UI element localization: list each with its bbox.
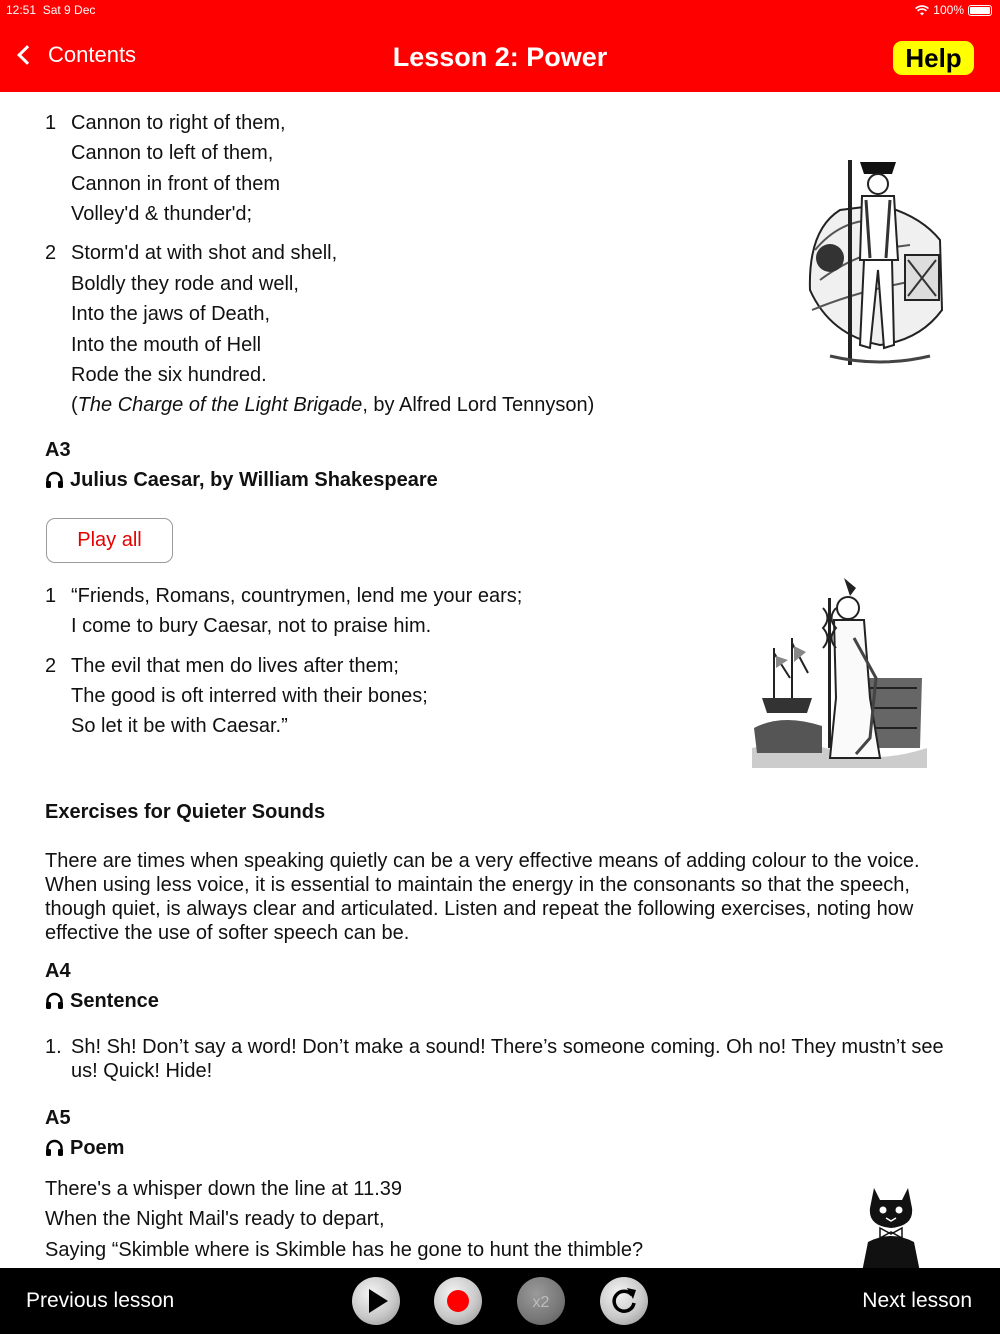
poem-line: Boldly they rode and well, (71, 273, 299, 295)
status-time (6, 3, 95, 17)
status-date: Sat 9 Dec (42, 3, 96, 17)
section-heading-a5[interactable] (45, 1136, 124, 1160)
status-bar (0, 0, 1000, 20)
speed-icon (517, 1277, 565, 1325)
stanza-number: 1 (45, 112, 57, 134)
poem-line[interactable]: When the Night Mail's ready to depart, (45, 1208, 385, 1230)
section-heading-a3[interactable] (45, 468, 438, 492)
cat-illustration (856, 1182, 926, 1268)
section-title: Poem (70, 1137, 125, 1159)
section-label-a3: A3 (45, 439, 71, 461)
sentence-text[interactable]: Sh! Sh! Don’t say a word! Don’t make a sound! There’s someone coming. Oh no! They mustn’t see us! Quick! Hide! (71, 1036, 944, 1082)
status-right (915, 3, 992, 17)
section-title: Julius Caesar, by William Shakespeare (70, 469, 438, 491)
back-label: Contents (48, 42, 137, 67)
soldier-illustration (800, 160, 950, 370)
poem-line: Cannon to left of them, (71, 142, 274, 164)
list-number: 1. (45, 1036, 62, 1058)
top-navigation-bar (0, 0, 1000, 92)
chevron-left-icon (17, 45, 37, 65)
citation-author: , by Alfred Lord Tennyson) (362, 394, 595, 416)
poem-line[interactable]: There's a whisper down the line at 11.39 (45, 1178, 402, 1200)
headphones-icon (45, 992, 64, 1010)
poem-line: Into the jaws of Death, (71, 303, 271, 325)
play-all-button[interactable]: Play all (46, 518, 173, 563)
quiet-paragraph: There are times when speaking quietly can be a very effective means of adding colour to the voice. When using less voice, it is essential to maintain the energy in the consonants so that the speech, though quiet, is always clear and articulated. Listen and repeat the following exercises, noting how effective the use of softer speech can be. (45, 850, 920, 944)
speech-line[interactable]: The good is oft interred with their bones; (71, 685, 428, 707)
previous-lesson-button[interactable]: Previous lesson (26, 1289, 175, 1312)
poem-line: Cannon in front of them (71, 173, 281, 195)
repeat-button[interactable] (600, 1277, 648, 1325)
poem-line: Rode the six hundred. (71, 364, 267, 386)
stanza-number: 2 (45, 242, 57, 264)
citation-open: ( (71, 394, 78, 416)
bottom-toolbar (0, 1268, 1000, 1334)
page-title: Lesson 2: Power (392, 42, 608, 72)
double-speed-button[interactable] (517, 1277, 565, 1325)
section-title: Sentence (70, 990, 159, 1012)
poem-line: Cannon to right of them, (71, 112, 286, 134)
record-button[interactable] (434, 1277, 482, 1325)
stanza-number: 1 (45, 585, 57, 607)
status-clock: 12:51 (6, 3, 37, 17)
poem-line[interactable]: Saying “Skimble where is Skimble has he gone to hunt the thimble? (45, 1239, 644, 1261)
section-heading-a4[interactable] (45, 989, 159, 1013)
back-to-contents-button[interactable] (14, 42, 136, 68)
headphones-icon (45, 1139, 64, 1157)
headphones-icon (45, 471, 64, 489)
battery-icon (968, 5, 992, 16)
quiet-heading: Exercises for Quieter Sounds (45, 801, 326, 823)
play-icon (352, 1277, 400, 1325)
poem-line: Into the mouth of Hell (71, 334, 262, 356)
next-lesson-button[interactable]: Next lesson (862, 1289, 972, 1312)
play-button[interactable] (352, 1277, 400, 1325)
speech-line[interactable]: So let it be with Caesar.” (71, 715, 288, 737)
stanza-number: 2 (45, 655, 57, 677)
record-icon (434, 1277, 482, 1325)
citation-title: The Charge of the Light Brigade (77, 394, 363, 416)
speed-label: x2 (532, 1294, 550, 1311)
speech-line[interactable]: “Friends, Romans, countrymen, lend me your ears; (71, 585, 523, 607)
poem-citation (71, 393, 594, 417)
poem-line: Storm'd at with shot and shell, (71, 242, 338, 264)
repeat-icon (600, 1277, 648, 1325)
help-button[interactable]: Help (893, 41, 974, 75)
poem-line: Volley'd & thunder'd; (71, 203, 253, 225)
harbour-illustration (752, 578, 927, 768)
wifi-icon (915, 5, 929, 16)
lesson-content[interactable] (0, 92, 1000, 1268)
section-label-a4: A4 (45, 960, 71, 982)
battery-percent: 100% (933, 3, 964, 17)
speech-line[interactable]: The evil that men do lives after them; (71, 655, 399, 677)
section-label-a5: A5 (45, 1107, 71, 1129)
speech-line[interactable]: I come to bury Caesar, not to praise him. (71, 615, 432, 637)
